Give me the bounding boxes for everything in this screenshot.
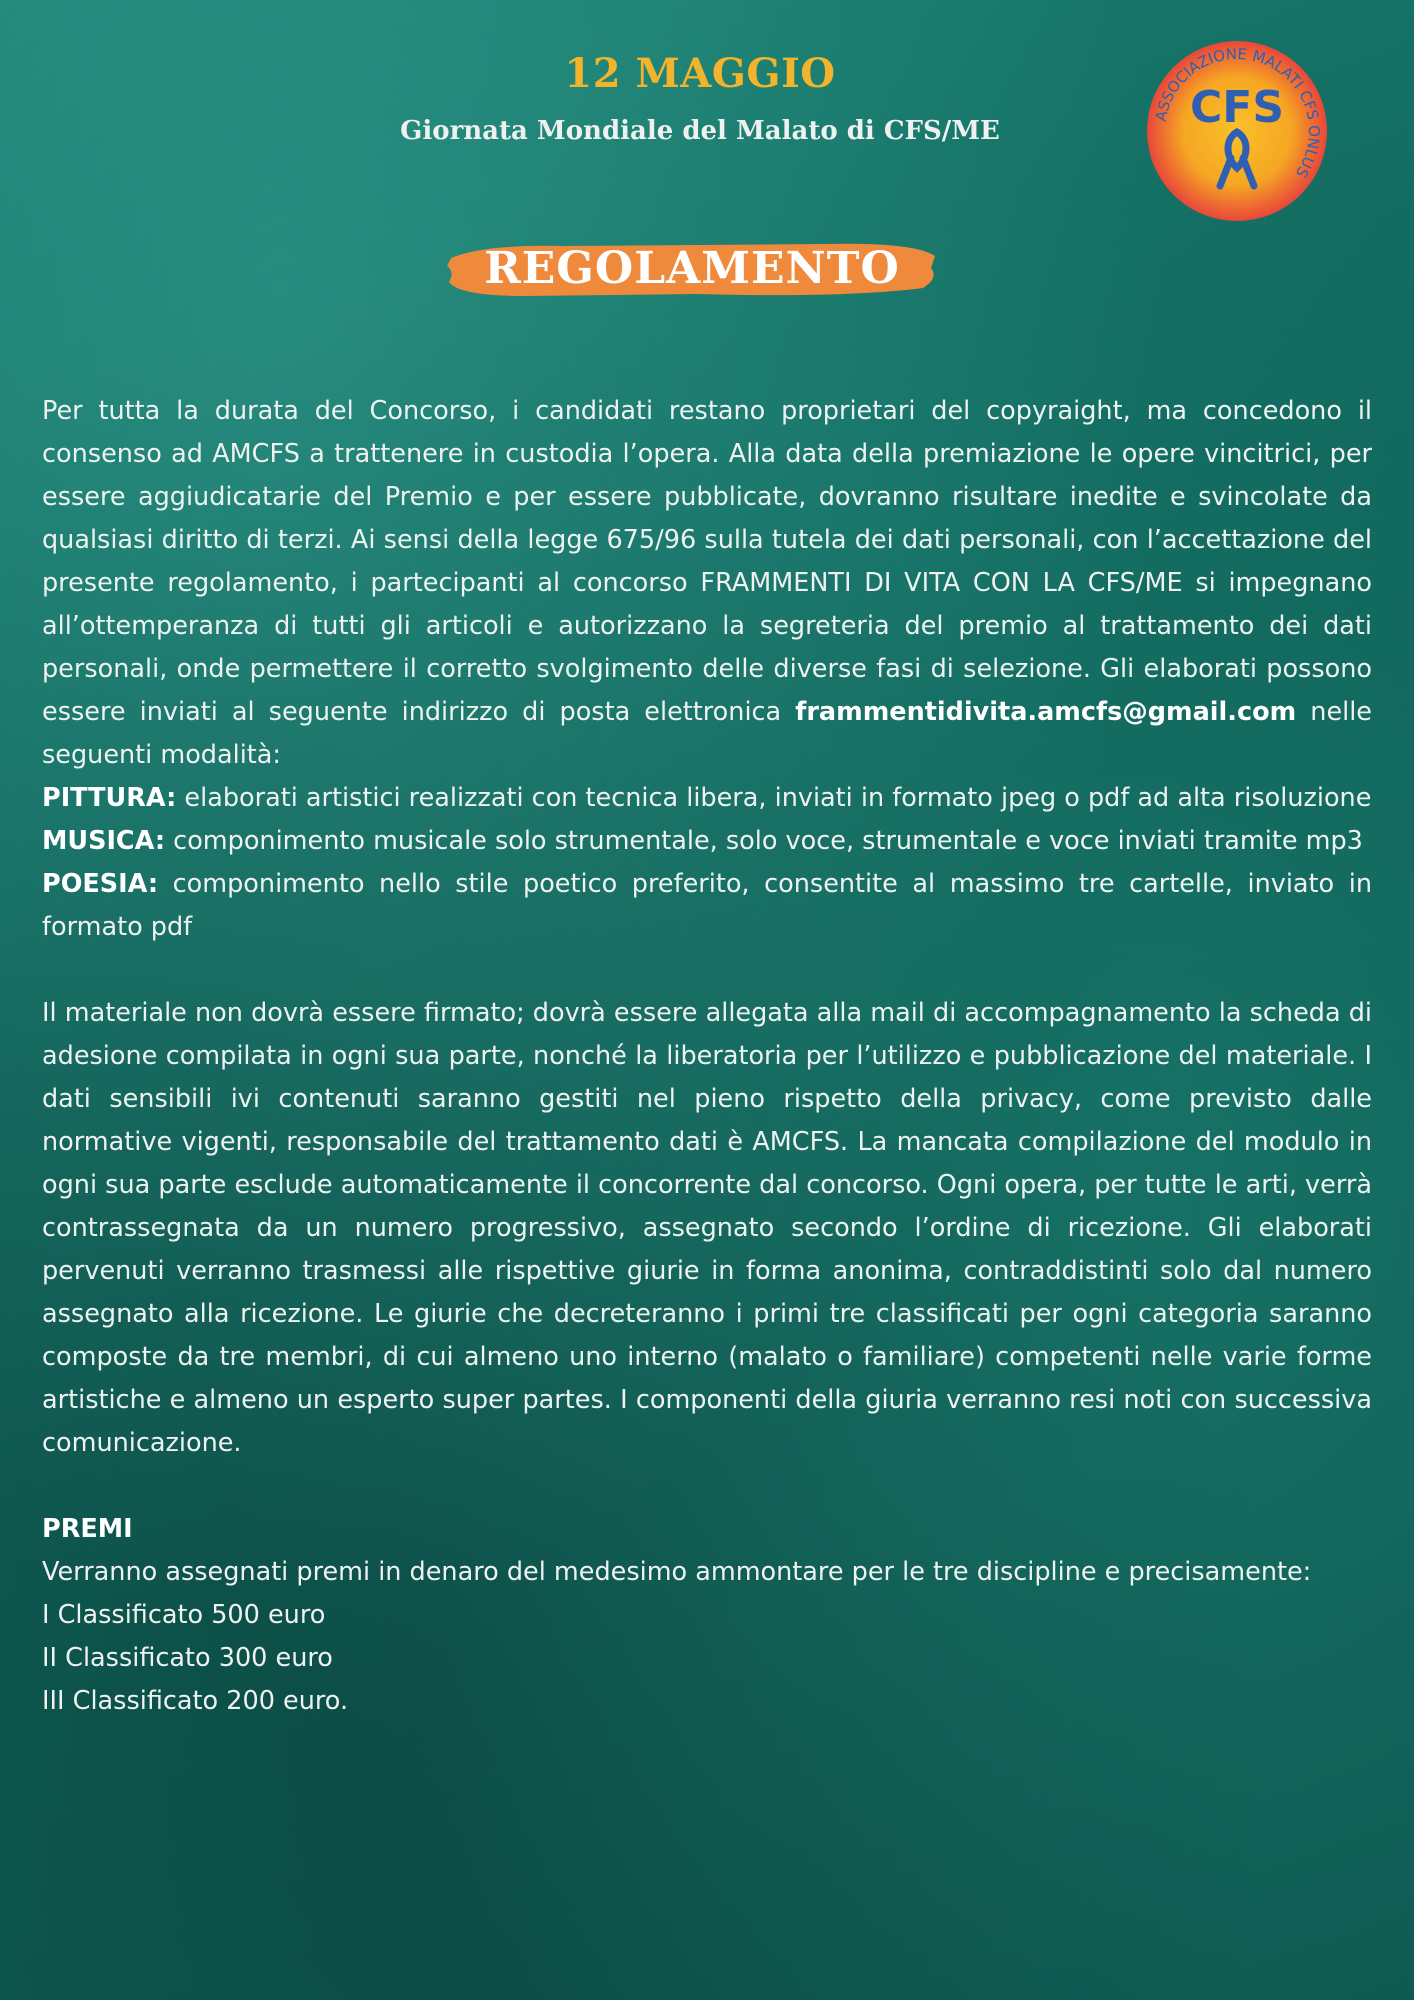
event-date: 12 MAGGIO xyxy=(564,50,836,97)
intro-paragraph xyxy=(42,390,1372,777)
category-poetry xyxy=(42,863,1372,949)
category-painting xyxy=(42,777,1372,820)
spacer xyxy=(42,1465,1372,1508)
category-label: MUSICA: xyxy=(42,826,166,856)
spacer xyxy=(42,949,1372,992)
rules-paragraph: Il materiale non dovrà essere firmato; dovrà essere allegata alla mail di accompagnamento la scheda di adesione compilata in ogni sua parte, nonché la liberatoria per l’utilizzo e pubblicazione del materiale. I dati sensibili ivi contenuti saranno gestiti nel pieno rispetto della privacy, come previsto dalle normative vigenti, responsabile del trattamento dati è AMCFS. La mancata compilazione del modulo in ogni sua parte esclude automaticamente il concorrente dal concorso. Ogni opera, per tutte le arti, verrà contrassegnata da un numero progressivo, assegnato secondo l’ordine di ricezione. Gli elaborati pervenuti verranno trasmessi alle rispettive giurie in forma anonima, contraddistinti solo dal numero assegnato alla ricezione. Le giurie che decreteranno i primi tre classificati per ogni categoria saranno composte da tre membri, di cui almeno uno interno (malato o familiare) competenti nelle varie forme artistiche e almeno un esperto super partes. I componenti della giuria verranno resi noti con successiva comunicazione. xyxy=(42,998,1372,1458)
prizes-heading-text: PREMI xyxy=(42,1514,133,1544)
prize-item: II Classificato 300 euro xyxy=(42,1643,333,1673)
association-logo xyxy=(1146,40,1328,222)
category-text: componimento musicale solo strumentale, solo voce, strumentale e voce inviati tramite mp3 xyxy=(173,826,1363,856)
intro-after-email: nelle seguenti modalità: xyxy=(42,697,1372,770)
event-subtitle: Giornata Mondiale del Malato di CFS/ME xyxy=(400,116,1000,146)
category-text: elaborati artistici realizzati con tecnica libera, inviati in formato jpeg o pdf ad alta risoluzione xyxy=(184,783,1372,813)
title-banner xyxy=(445,238,939,300)
category-text: componimento nello stile poetico preferito, consentite al massimo tre cartelle, inviato in formato pdf xyxy=(42,869,1372,942)
contact-email: frammentidivita.amcfs@gmail.com xyxy=(795,697,1297,727)
logo-ring-textpath: ASSOCIAZIONE MALATI CFS ONLUS xyxy=(1151,44,1324,182)
category-label: POESIA: xyxy=(42,869,159,899)
regulation-body xyxy=(42,390,1372,1723)
page-title: REGOLAMENTO xyxy=(484,243,900,294)
prizes-intro: Verranno assegnati premi in denaro del medesimo ammontare per le tre discipline e precisamente: xyxy=(42,1557,1312,1587)
intro-text: Per tutta la durata del Concorso, i candidati restano proprietari del copyraight, ma concedono il consenso ad AMCFS a trattenere in custodia l’opera. Alla data della premiazione le opere vincitrici, per essere aggiudicatarie del Premio e per essere pubblicate, dovranno risultare inedite e svincolate da qualsiasi diritto di terzi. Ai sensi della legge 675/96 sulla tutela dei dati personali, con l’accettazione del presente regolamento, i partecipanti al concorso FRAMMENTI DI VITA CON LA CFS/ME si impegnano all’ottemperanza di tutti gli articoli e autorizzano la segreteria del premio al trattamento dei dati personali, onde permettere il corretto svolgimento delle diverse fasi di selezione. Gli elaborati possono essere inviati al seguente indirizzo di posta elettronica xyxy=(42,396,1372,727)
logo-center-text: CFS xyxy=(1189,82,1285,133)
prizes-heading xyxy=(42,1508,1372,1551)
category-music xyxy=(42,820,1372,863)
prize-item: I Classificato 500 euro xyxy=(42,1600,326,1630)
prize-item: III Classificato 200 euro. xyxy=(42,1686,349,1716)
category-label: PITTURA: xyxy=(42,783,177,813)
